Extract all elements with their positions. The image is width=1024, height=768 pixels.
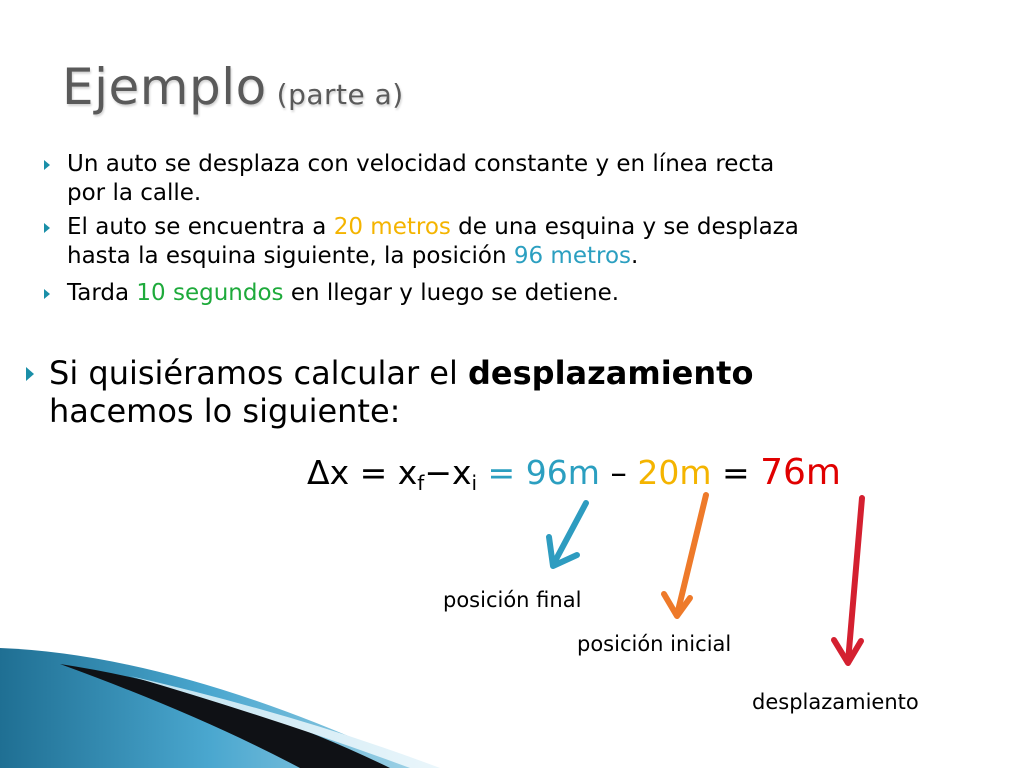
formula-lhs: Δx = x [307, 453, 418, 492]
formula-value-96m: 96m [525, 453, 600, 492]
keyword-desplazamiento: desplazamiento [468, 354, 754, 392]
formula-sub-i: i [471, 471, 478, 495]
formula-result-76m: 76m [760, 452, 841, 493]
bullet-3-text-pre: Tarda [67, 280, 137, 306]
formula-equals-2: = [711, 453, 761, 492]
formula-minus-op: – [599, 453, 638, 492]
label-desplazamiento: desplazamiento [752, 690, 919, 714]
decorative-swoosh [0, 648, 440, 768]
bullet-2-text-pre: El auto se encuentra a [67, 214, 334, 240]
formula-value-20m: 20m [637, 453, 712, 492]
arrow-orange-icon [664, 495, 706, 616]
bullet-1-line-1: Un auto se desplaza con velocidad constante y en línea recta [67, 151, 775, 177]
bullet-2-text-mid: de una esquina y se desplaza [450, 214, 799, 240]
bullet-2-text-line2: hasta la esquina siguiente, la posición [67, 243, 514, 269]
highlight-10-segundos: 10 segundos [136, 280, 284, 306]
bullet-2-text-end: . [631, 243, 639, 269]
main-bullet-text-pre: Si quisiéramos calcular el [49, 354, 469, 392]
highlight-20-metros: 20 metros [333, 214, 451, 240]
title-sub: (parte a) [276, 78, 404, 111]
arrow-red-icon [834, 498, 862, 663]
formula-minus-xi: −x [424, 453, 472, 492]
bullet-3-text-post: en llegar y luego se detiene. [283, 280, 620, 306]
highlight-96-metros: 96 metros [513, 243, 632, 269]
formula-equals-1: = [477, 453, 526, 492]
label-posicion-final: posición final [443, 588, 582, 612]
title-main: Ejemplo [62, 58, 267, 116]
main-bullet-line-2: hacemos lo siguiente: [49, 392, 401, 430]
bullet-1-line-2: por la calle. [67, 180, 202, 206]
label-posicion-inicial: posición inicial [577, 632, 732, 656]
formula-sub-f: f [417, 471, 425, 495]
arrow-blue-icon [549, 503, 586, 566]
